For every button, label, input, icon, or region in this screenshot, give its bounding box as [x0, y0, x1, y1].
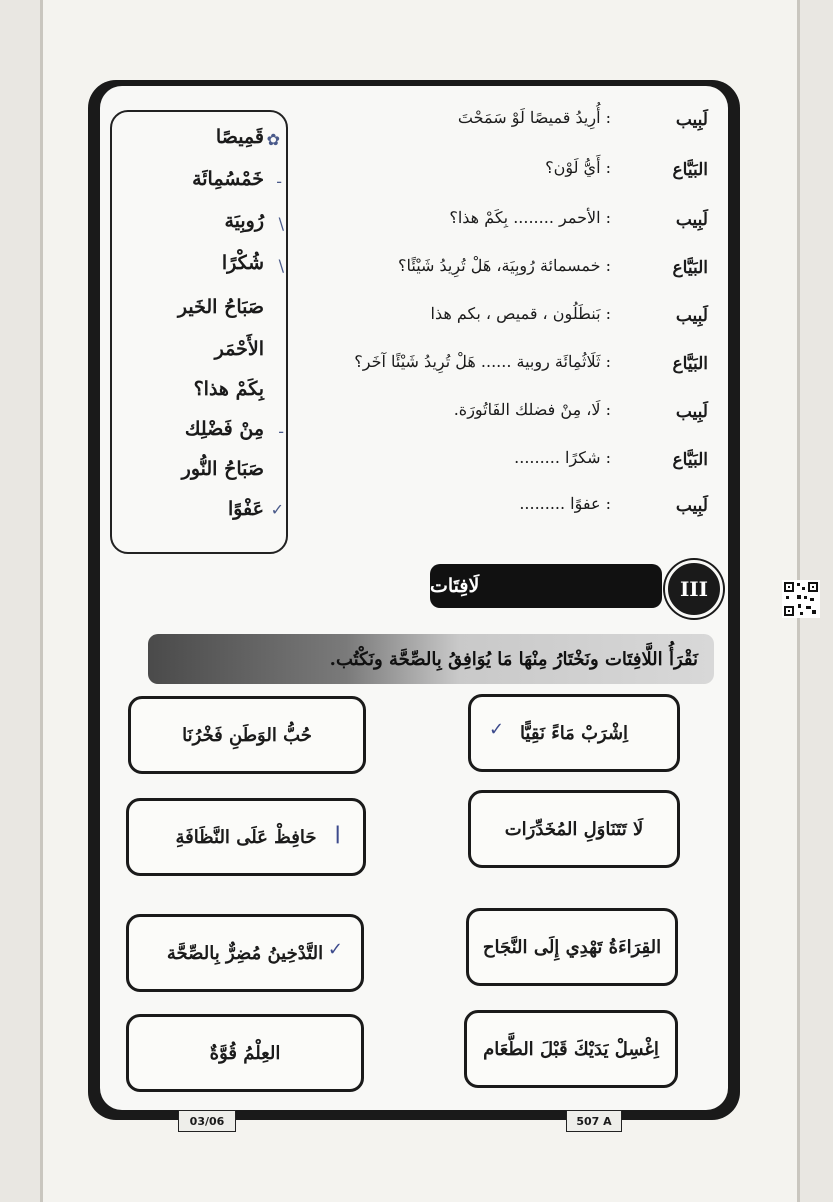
dialogue-speaker: لَبِيب — [675, 496, 708, 516]
word-bank-item: صَبَاحُ النُّور — [181, 458, 264, 480]
check-mark-icon: ✓ — [327, 939, 343, 960]
dialogue-speaker: لَبِيب — [675, 110, 708, 130]
sign-card — [468, 790, 680, 868]
sign-text: التَّدْخِينُ مُضِرٌّ بِالصِّحَّة — [166, 942, 324, 964]
dialogue-speaker: لَبِيب — [675, 306, 708, 326]
sign-card — [126, 914, 364, 992]
dialogue-speaker: البَيَّاع — [672, 160, 708, 180]
check-mark-icon: \ — [278, 256, 284, 275]
qr-code-icon — [782, 580, 820, 618]
sign-text: حَافِظْ عَلَى النَّظَافَةِ — [175, 826, 317, 848]
word-bank-item: مِنْ فَضْلِك — [184, 418, 264, 440]
dialogue-line: : بَنطَلُون ، قميص ، بكم هذا — [430, 304, 611, 323]
dash-mark-icon: - — [278, 422, 284, 441]
dialogue-line: : ثَلَاثُمِائَة روبية ...... هَلْ تُرِيدُ شَيْئًا آخَر؟ — [354, 352, 611, 371]
dash-mark-icon: - — [276, 172, 282, 191]
check-mark-icon: ✓ — [270, 500, 284, 519]
word-bank-item: خَمْسُمِائَة — [192, 168, 264, 190]
dialogue-speaker: البَيَّاع — [672, 450, 708, 470]
word-bank-item: قَمِيصًا — [215, 126, 264, 148]
sign-text: اِشْرَبْ مَاءً نَقِيًّا — [519, 722, 629, 744]
section-title: لَافِتَات — [430, 564, 662, 608]
sign-text: العِلْمُ قُوَّةٌ — [209, 1042, 281, 1064]
sign-card — [466, 908, 678, 986]
footer-page-code: 03/06 — [178, 1110, 236, 1132]
flower-mark-icon: ✿ — [266, 130, 280, 149]
instruction-bar — [148, 634, 714, 684]
sign-card — [464, 1010, 678, 1088]
check-mark-icon: ✓ — [489, 719, 505, 740]
dialogue-line: : شكرًا ......... — [514, 448, 611, 467]
footer-form-code: 507 A — [566, 1110, 622, 1132]
sign-card — [126, 798, 366, 876]
paper-edge-left — [40, 0, 43, 1202]
word-bank-box — [110, 110, 288, 554]
instruction-text: نَقْرَأُ اللَّافِتَات ونَخْتَارُ مِنْهَا مَا يُوَافِقُ بِالصِّحَّة ونَكْتُب. — [329, 648, 698, 670]
sign-card — [126, 1014, 364, 1092]
dialogue-speaker: البَيَّاع — [672, 354, 708, 374]
word-bank-item: رُوبِيَة — [224, 210, 264, 232]
word-bank-item: الأَحْمَر — [214, 338, 264, 360]
dialogue-line: : خمسمائة رُوبِيَة، هَلْ تُرِيدُ شَيْئًا؟ — [398, 256, 611, 275]
sign-text: القِرَاءَةُ تَهْدِي إِلَى النَّجَاح — [482, 936, 662, 958]
check-mark-icon: \ — [278, 214, 284, 233]
dialogue-speaker: البَيَّاع — [672, 258, 708, 278]
dialogue-line: : لَا، مِنْ فضلك الفَاتُورَة. — [453, 400, 611, 419]
dialogue-speaker: لَبِيب — [675, 402, 708, 422]
section-number: III — [665, 560, 723, 618]
dialogue-speaker: لَبِيب — [675, 210, 708, 230]
dialogue-line: : عفوًا ......... — [519, 494, 611, 513]
sign-text: لَا تَتَنَاوَلِ المُخَدِّرَات — [504, 818, 644, 840]
word-bank-item: صَبَاحُ الخَير — [177, 296, 264, 318]
word-bank-item: شُكْرًا — [221, 252, 264, 274]
word-bank-item: عَفْوًا — [227, 498, 264, 520]
dialogue-line: : الأحمر ........ بِكَمْ هذا؟ — [449, 208, 611, 227]
sign-text: اِغْسِلْ يَدَيْكَ قَبْلَ الطَّعَام — [483, 1038, 659, 1060]
sign-card — [468, 694, 680, 772]
dialogue-line: : أُرِيدُ قميصًا لَوْ سَمَحْتَ — [457, 108, 611, 127]
dialogue-line: : أَيُّ لَوْن؟ — [545, 158, 611, 177]
check-mark-icon: | — [334, 823, 341, 844]
sign-text: حُبُّ الوَطَنِ فَخْرُنَا — [182, 724, 312, 746]
word-bank-item: بِكَمْ هذا؟ — [193, 378, 264, 400]
sign-card — [128, 696, 366, 774]
